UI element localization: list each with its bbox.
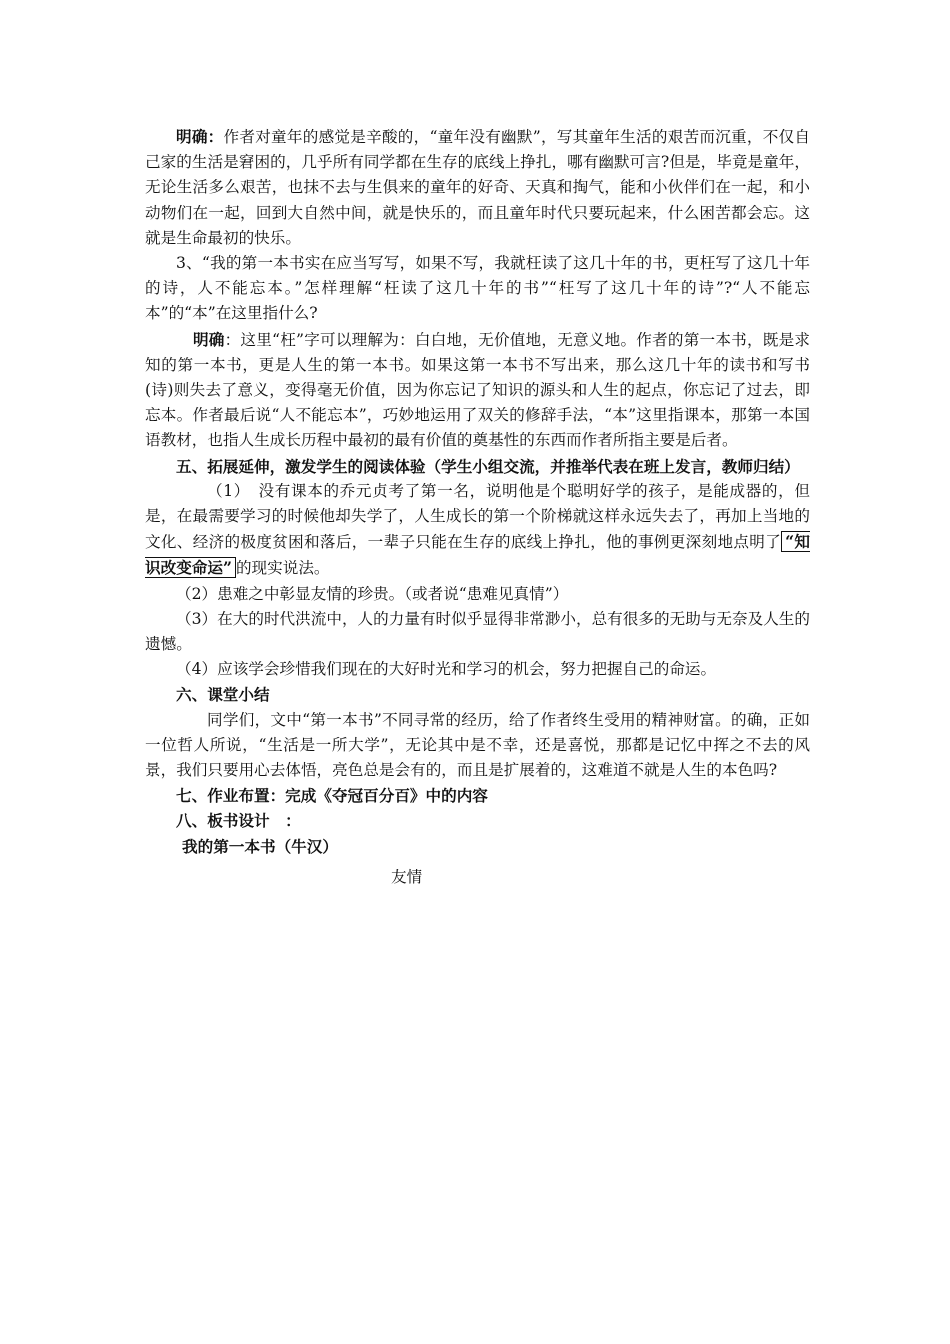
extension-item-1-text: （1） 没有课本的乔元贞考了第一名，说明他是个聪明好学的孩子，是能成器的，但是，在最需要学习的时候他却失学了，人生成长的第一个阶梯就这样永远失去了，再加上当地的文化、经济的极度贫困和落后，一辈子只能在生存的底线上挣扎，他的事例更深刻地点明了	[145, 481, 810, 552]
board-title: 我的第一本书（牛汉）	[182, 836, 338, 856]
answer-label: 明确：	[176, 127, 224, 146]
extension-item-4: （4）应该学会珍惜我们现在的大好时光和学习的机会，努力把握自己的命运。	[176, 660, 717, 679]
extension-item-1-tail: 的现实说法。	[235, 559, 330, 578]
section-6-heading: 六、课堂小结	[176, 685, 270, 705]
section-7-heading: 七、作业布置：完成《夺冠百分百》中的内容	[176, 786, 488, 806]
answer-text: ：这里“枉”字可以理解为：白白地，无价值地，无意义地。作者的第一本书，既是求知的第一本书，更是人生的第一本书。如果这第一本书不写出来，那么这几十年的读书和写书(诗)则失去了意义，变得毫无价值，因为你忘记了知识的源头和人生的起点，你忘记了过去，即忘本。作者最后说“人不能忘本”，巧妙地运用了双关的修辞手法，“本”这里指课本，那第一本国语教材，也指人生成长历程中最初的最有价值的奠基性的东西而作者所指主要是后者。	[145, 330, 810, 450]
extension-item-3: （3）在大的时代洪流中，人的力量有时似乎显得非常渺小，总有很多的无助与无奈及人生的遗憾。	[145, 609, 810, 654]
boxed-quote: “知识改变命运”	[145, 532, 810, 578]
answer-paragraph-2	[145, 327, 810, 454]
answer-text: 作者对童年的感觉是辛酸的，“童年没有幽默”，写其童年生活的艰苦而沉重，不仅自己家的生活是窘困的，几乎所有同学都在生存的底线上挣扎，哪有幽默可言?但是，毕竟是童年，无论生活多么艰苦，也抹不去与生俱来的童年的好奇、天真和掏气，能和小伙伴们在一起，和小动物们在一起，回到大自然中间，就是快乐的，而且童年时代只要玩起来，什么困苦都会忘。这就是生命最初的快乐。	[145, 128, 810, 247]
document-body	[145, 124, 810, 890]
answer-label: 明确	[193, 329, 225, 349]
answer-paragraph-1	[145, 124, 810, 251]
section-5-heading: 五、拓展延伸，激发学生的阅读体验（学生小组交流，并推举代表在班上发言，教师归结）	[176, 456, 800, 476]
question-3: 3、“我的第一本书实在应当写写，如果不写，我就枉读了这几十年的书，更枉写了这几十年的诗，人不能忘本。”怎样理解“枉读了这几十年的书”“枉写了这几十年的诗”?“人不能忘本”的“本”在这里指什么?	[145, 254, 810, 323]
board-item-friendship: 友情	[391, 867, 423, 886]
summary-paragraph: 同学们，文中“第一本书”不同寻常的经历，给了作者终生受用的精神财富。的确，正如一位哲人所说，“生活是一所大学”，无论其中是不幸，还是喜悦，那都是记忆中挥之不去的风景，我们只要用心去体悟，亮色总是会有的，而且是扩展着的，这难道不就是人生的本色吗?	[145, 710, 810, 780]
extension-item-1	[145, 479, 810, 582]
extension-item-2: （2）患难之中彰显友情的珍贵。（或者说“患难见真情”）	[176, 584, 569, 603]
section-8-heading: 八、板书设计 ：	[176, 811, 301, 831]
